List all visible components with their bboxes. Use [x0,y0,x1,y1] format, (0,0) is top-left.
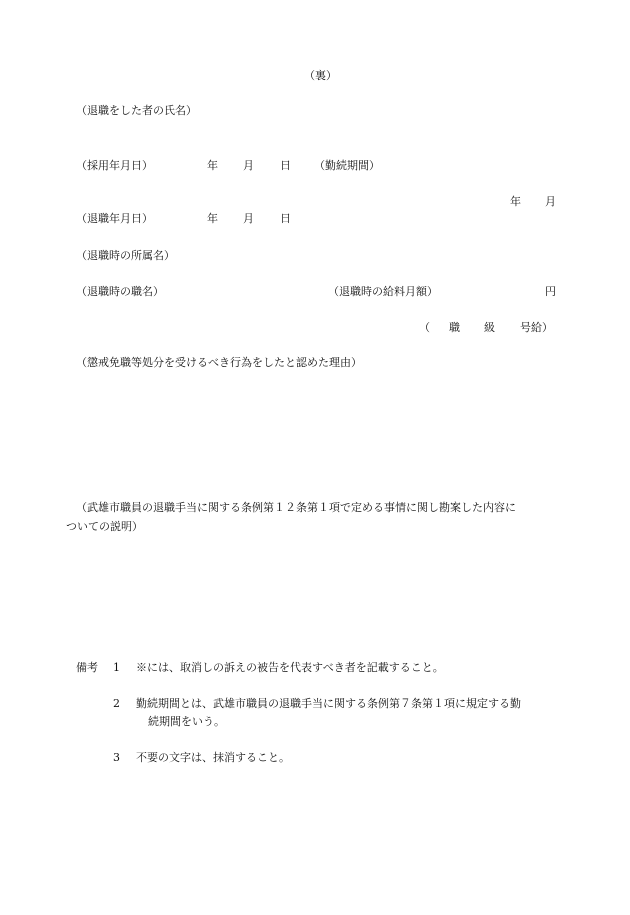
retiree-name-label: （退職をした者の氏名） [76,104,197,117]
retire-date-day-unit: 日 [280,212,291,225]
hire-date-day-unit: 日 [280,159,291,172]
notes-heading: 備考 [76,661,98,674]
note-1-number: 1 [113,661,120,674]
grade-job-unit: 職 [449,321,460,334]
note-2-text-line2: 続期間をいう。 [148,715,225,728]
service-period-month-unit: 月 [545,195,556,208]
grade-step-unit: 号給） [520,321,553,334]
job-title-label: （退職時の職名） [76,285,164,298]
explanation-label-line2: ついての説明） [66,520,143,533]
hire-date-label: （採用年月日） [76,159,153,172]
note-1-text: ※には、取消しの訴えの被告を代表すべき者を記載すること。 [136,661,444,674]
salary-yen-unit: 円 [545,285,556,298]
note-3-text: 不要の文字は、抹消すること。 [136,751,290,764]
service-period-year-unit: 年 [510,195,521,208]
grade-open-paren: （ [419,321,430,334]
disciplinary-reason-label: （懲戒免職等処分を受けるべき行為をしたと認めた理由） [76,356,362,369]
retire-date-label: （退職年月日） [76,212,153,225]
note-2-text-line1: 勤続期間とは、武雄市職員の退職手当に関する条例第７条第１項に規定する勤 [136,697,521,710]
page-side-label: （裏） [304,69,337,82]
affiliation-label: （退職時の所属名） [76,249,175,262]
hire-date-month-unit: 月 [243,159,254,172]
retire-date-month-unit: 月 [243,212,254,225]
service-period-label: （勤続期間） [314,159,380,172]
salary-label: （退職時の給料月額） [328,285,438,298]
hire-date-year-unit: 年 [207,159,218,172]
retire-date-year-unit: 年 [207,212,218,225]
note-3-number: 3 [113,751,120,764]
note-2-number: 2 [113,697,120,710]
explanation-label-line1: （武雄市職員の退職手当に関する条例第１２条第１項で定める事情に関し勘案した内容に [76,501,516,514]
grade-level-unit: 級 [484,321,495,334]
